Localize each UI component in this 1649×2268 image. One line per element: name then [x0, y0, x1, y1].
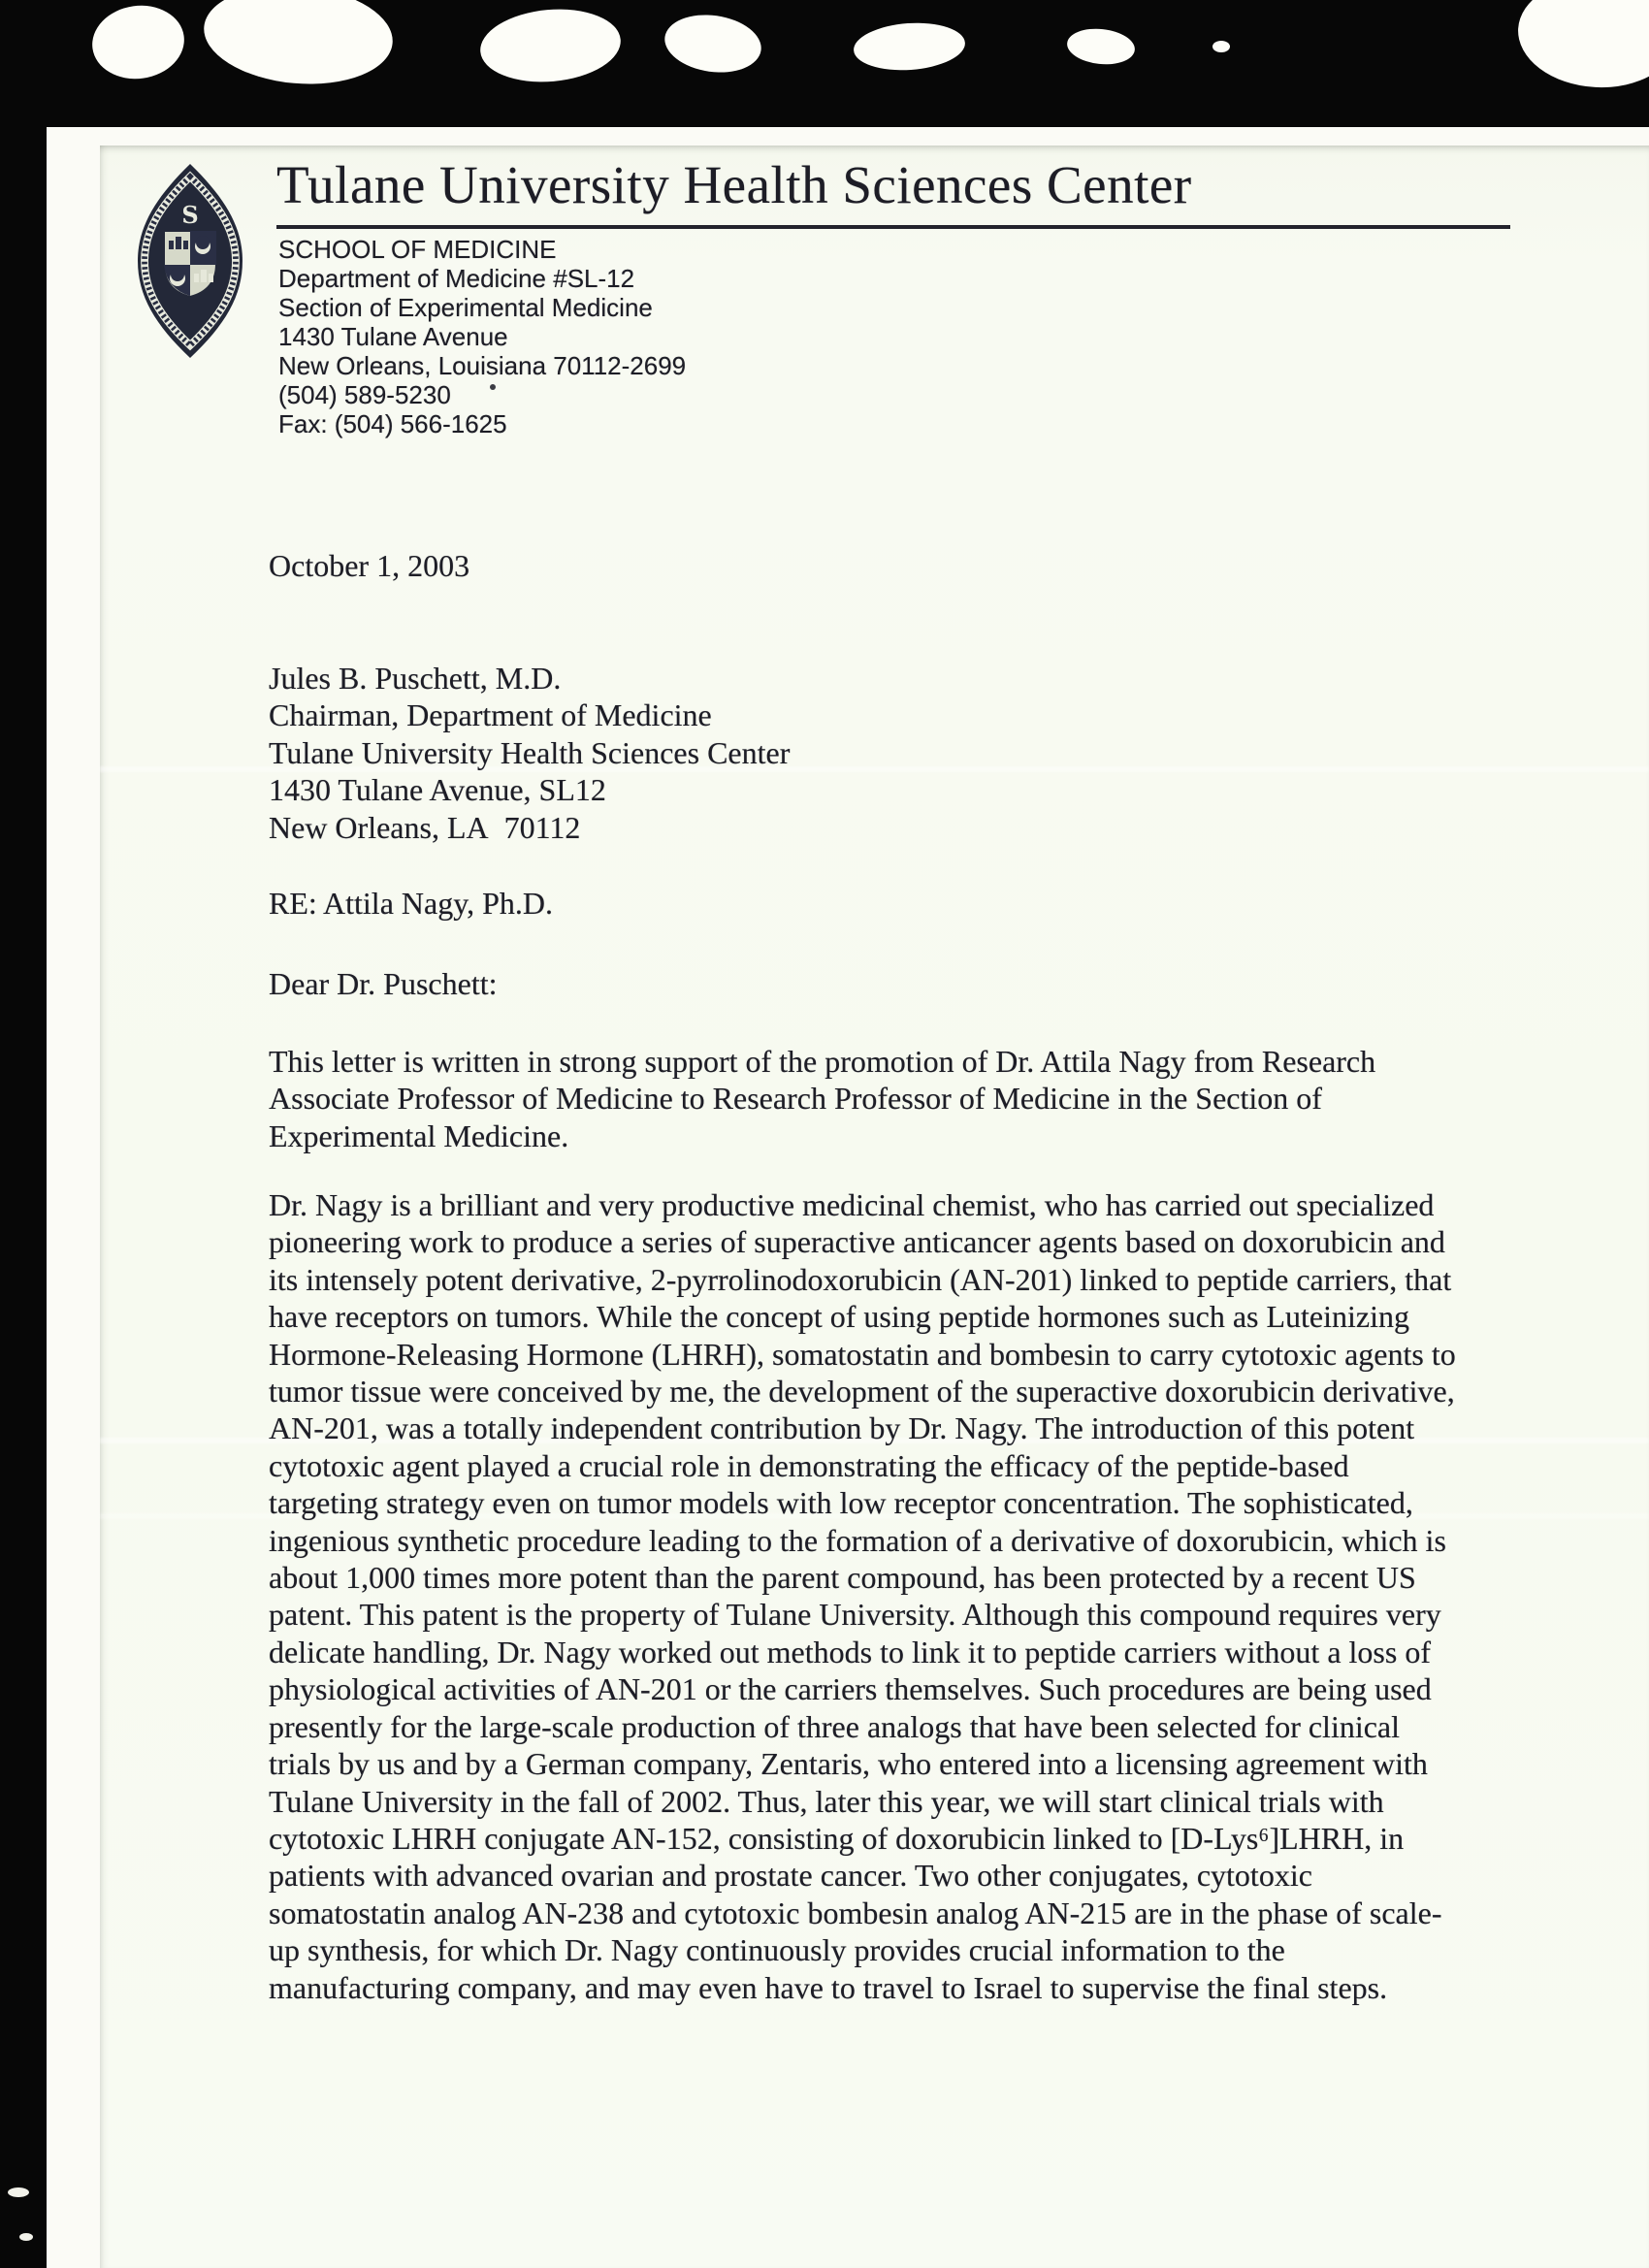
scan-artifact-blob	[661, 9, 764, 78]
body-line: cytotoxic agent played a crucial role in demonstrating the efficacy of the peptide-based	[269, 1447, 1349, 1483]
letterhead-school-line: SCHOOL OF MEDICINE	[278, 235, 557, 264]
body-line: physiological activities of AN-201 or the carriers themselves. Such procedures are being used	[269, 1671, 1432, 1707]
body-line: This letter is written in strong support of the promotion of Dr. Attila Nagy from Research	[269, 1044, 1376, 1079]
body-line: about 1,000 times more potent than the parent compound, has been protected by a recent US	[269, 1560, 1416, 1596]
recipient-line: 1430 Tulane Avenue, SL12	[269, 772, 606, 808]
scan-artifact-blob	[200, 0, 397, 91]
letterhead-section-line: Section of Experimental Medicine	[278, 293, 653, 322]
body-line: somatostatin analog AN-238 and cytotoxic bombesin analog AN-215 are in the phase of scale-	[269, 1895, 1442, 1930]
letterhead-rule	[276, 225, 1510, 229]
body-line: presently for the large-scale production of three analogs that have been selected for clinical	[269, 1708, 1401, 1744]
body-paragraph-1	[269, 1043, 1375, 1154]
seal-crescent	[171, 268, 184, 281]
body-line: manufacturing company, and may even have to travel to Israel to supervise the final steps.	[269, 1969, 1388, 2005]
seal-crescent	[196, 236, 210, 249]
scan-artifact-blob	[852, 19, 966, 74]
body-line: ingenious synthetic procedure leading to the formation of a derivative of doxorubicin, which is	[269, 1522, 1446, 1558]
letterhead-address	[278, 235, 686, 438]
body-line: cytotoxic LHRH conjugate AN-152, consisting of doxorubicin linked to [D-Lys⁶]LHRH, in	[269, 1820, 1405, 1856]
scan-artifact-blob	[87, 0, 189, 84]
body-line: pioneering work to produce a series of superactive anticancer agents based on doxorubicin and	[269, 1224, 1445, 1260]
scan-artifact-blob	[477, 4, 624, 87]
recipient-address	[269, 660, 790, 846]
university-name: Tulane University Health Sciences Center	[276, 155, 1192, 214]
letterhead-phone-line: (504) 589-5230	[278, 380, 451, 409]
body-line: Dr. Nagy is a brilliant and very productive medicinal chemist, who has carried out specialized	[269, 1187, 1435, 1222]
subject-line: RE: Attila Nagy, Ph.D.	[269, 886, 554, 921]
body-line: Hormone-Releasing Hormone (LHRH), somatostatin and bombesin to carry cytotoxic agents to	[269, 1336, 1456, 1372]
body-line: its intensely potent derivative, 2-pyrrolinodoxorubicin (AN-201) linked to peptide carriers, that	[269, 1261, 1452, 1297]
body-line: delicate handling, Dr. Nagy worked out methods to link it to peptide carriers without a loss of	[269, 1634, 1431, 1669]
body-line: Associate Professor of Medicine to Research Professor of Medicine in the Section of	[269, 1081, 1322, 1117]
body-line: Tulane University in the fall of 2002. Thus, later this year, we will start clinical trials with	[269, 1783, 1384, 1819]
letterhead-fax-line: Fax: (504) 566-1625	[278, 409, 507, 438]
body-line: patent. This patent is the property of Tulane University. Although this compound requires very	[269, 1597, 1441, 1633]
body-line: up synthesis, for which Dr. Nagy continuously provides crucial information to the	[269, 1932, 1285, 1968]
salutation: Dear Dr. Puschett:	[269, 966, 498, 1001]
body-line: AN-201, was a totally independent contribution by Dr. Nagy. The introduction of this potent	[269, 1410, 1415, 1446]
scan-artifact-speck	[19, 2233, 33, 2241]
letterhead-street-line: 1430 Tulane Avenue	[278, 322, 508, 351]
letter-paper	[100, 146, 1649, 2268]
body-line: Experimental Medicine.	[269, 1118, 569, 1153]
letterhead-dept-line: Department of Medicine #SL-12	[278, 264, 635, 293]
recipient-line: Jules B. Puschett, M.D.	[269, 661, 562, 696]
body-line: have receptors on tumors. While the concept of using peptide hormones such as Luteinizing	[269, 1299, 1409, 1335]
recipient-line: Tulane University Health Sciences Center	[269, 734, 791, 770]
scan-artifact-blob	[1065, 25, 1136, 67]
recipient-line: New Orleans, LA 70112	[269, 809, 581, 845]
letter-date: October 1, 2003	[269, 548, 470, 583]
body-line: tumor tissue were conceived by me, the development of the superactive doxorubicin derivative,	[269, 1374, 1455, 1409]
scan-artifact-speck	[8, 2187, 29, 2197]
body-line: targeting strategy even on tumor models with low receptor concentration. The sophisticated,	[269, 1485, 1413, 1521]
letterhead-city-line: New Orleans, Louisiana 70112-2699	[278, 351, 687, 380]
body-line: patients with advanced ovarian and prostate cancer. Two other conjugates, cytotoxic	[269, 1858, 1312, 1894]
scan-artifact-blob	[1212, 41, 1230, 52]
recipient-line: Chairman, Department of Medicine	[269, 697, 712, 733]
scan-artifact-blob	[1515, 0, 1649, 91]
scan-speck	[490, 384, 496, 390]
seal-crozier: S	[181, 201, 199, 229]
body-line: trials by us and by a German company, Zentaris, who entered into a licensing agreement with	[269, 1746, 1428, 1782]
university-seal-icon	[127, 159, 253, 363]
body-paragraph-2	[269, 1186, 1456, 2006]
